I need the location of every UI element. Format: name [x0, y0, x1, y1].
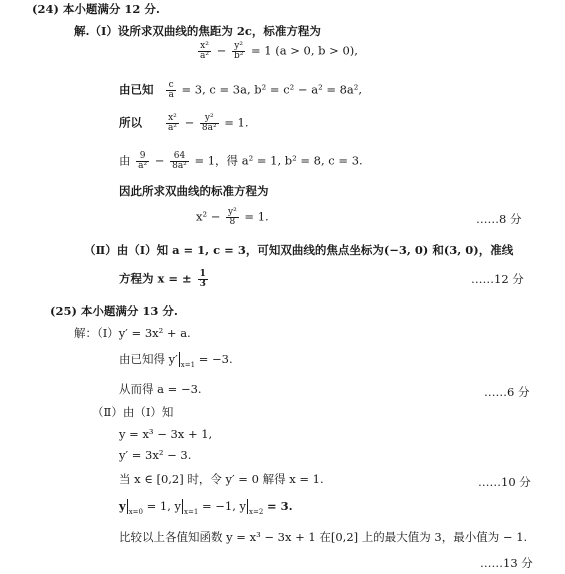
q24-given: 由已知 $\frac{c}{a}$ = 3, c = 3a, b² = c² − a² = 8a², [119, 80, 363, 100]
fraction: $\frac{\text{y²}}{\text{b²}}$ [233, 41, 244, 61]
q25-given: 由已知得 y′ $_{x=1}$ = −3. [119, 352, 233, 369]
fraction: $\frac{\text{y²}}{8}$ [228, 207, 237, 227]
q25-thus: 从而得 a = −3. [119, 382, 202, 396]
q24-standard-equation: $\frac{\text{x²}}{\text{a²}}$ − $\frac{\text{y²}}{\text{b²}}$ = 1 (a > 0, b > 0), [200, 41, 358, 61]
q24-part1-intro: 解.（Ⅰ）设所求双曲线的焦距为 2c，标准方程为 [74, 24, 321, 38]
q24-score-12: ……12 分 [471, 272, 524, 286]
q25-score-6: ……6 分 [484, 385, 530, 399]
fraction: $\frac{\text{y²}}{\text{8a²}}$ [201, 113, 217, 133]
q24-part2-line2: 方程为 x = ± $\frac{1}{3}$ [119, 269, 206, 289]
fraction: $\frac{9}{\text{a²}}$ [138, 151, 148, 171]
q25-header: (25) 本小题满分 13 分. [50, 304, 178, 318]
q25-eq1: y = x³ − 3x + 1, [119, 427, 213, 441]
evaluation-bar [179, 352, 180, 367]
q24-score-8: ……8 分 [476, 212, 522, 226]
fraction: $\frac{64}{\text{8a²}}$ [172, 151, 187, 171]
evaluation-bar [182, 499, 183, 514]
q25-part2-intro: （Ⅱ）由（Ⅰ）知 [92, 405, 174, 419]
q25-conclusion: 比较以上各值知函数 y = x³ − 3x + 1 在[0,2] 上的最大值为 3，最小值为 − 1. [119, 530, 528, 544]
q24-so: 所以 $\frac{\text{x²}}{\text{a²}}$ − $\frac{\text{y²}}{\text{8a²}}$ = 1. [119, 113, 249, 133]
q25-part1-intro: 解：（Ⅰ）y′ = 3x² + a. [74, 326, 191, 340]
q24-therefore: 因此所求双曲线的标准方程为 [119, 184, 269, 198]
q25-score-10: ……10 分 [478, 475, 531, 489]
q25-score-13: ……13 分 [480, 556, 533, 570]
fraction: $\frac{\text{x²}}{\text{a²}}$ [200, 41, 209, 61]
evaluation-bar [247, 499, 248, 514]
fraction: $\frac{\text{x²}}{\text{a²}}$ [167, 113, 177, 133]
evaluation-bar [127, 499, 128, 514]
fraction: $\frac{1}{3}$ [199, 269, 206, 289]
q25-eq2: y′ = 3x² − 3. [119, 448, 192, 462]
fraction: $\frac{c}{a}$ [168, 80, 174, 100]
q24-final-equation: x² − $\frac{\text{y²}}{8}$ = 1. [196, 207, 269, 227]
q25-condition: 当 x ∈ [0,2] 时，令 y′ = 0 解得 x = 1. [119, 472, 324, 486]
q24-part2-line1: （Ⅱ）由（Ⅰ）知 a = 1, c = 3，可知双曲线的焦点坐标为(−3, 0) 和(3, 0)，准线 [84, 243, 514, 257]
q24-from: 由 $\frac{9}{\text{a²}}$ − $\frac{64}{\text{8a²}}$ = 1，得 a² = 1, b² = 8, c = 3. [119, 151, 363, 171]
q25-values: y $_{x=0}$ = 1, y $_{x=1}$ = −1, y $_{x=2}$ = 3. [119, 499, 293, 516]
q24-header: (24) 本小题满分 12 分. [32, 2, 160, 16]
